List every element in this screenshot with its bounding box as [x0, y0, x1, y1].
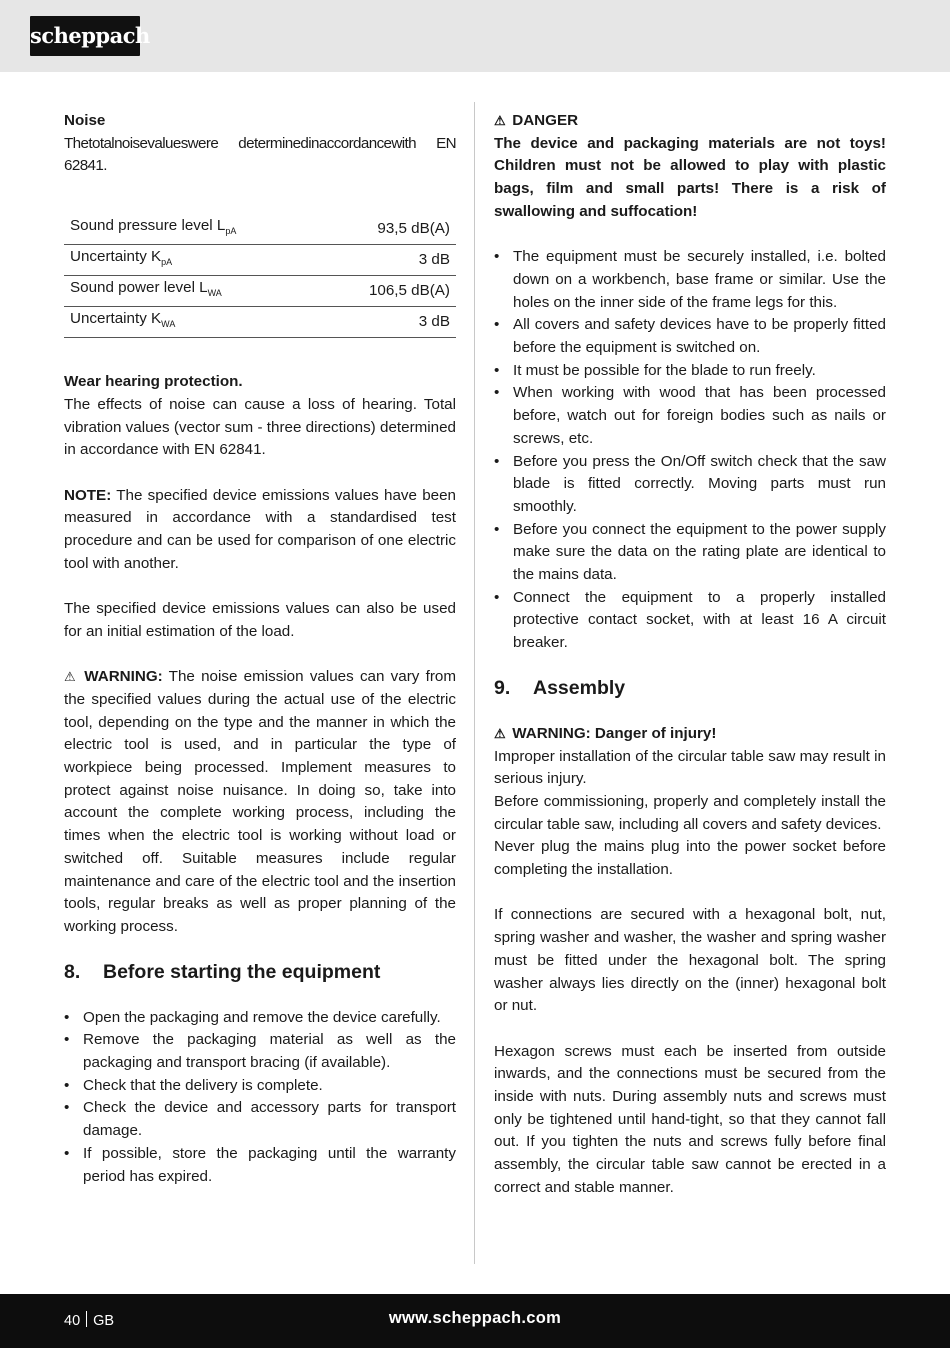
table-value-cell: 106,5 dB(A) [322, 276, 456, 307]
list-item: • Before you connect the equipment to the power supply make sure the data on the rating plate are identical to the mains data. [494, 519, 886, 587]
bolts-paragraph: If connections are secured with a hexagonal bolt, nut, spring washer and washer, the washer and spring washer must be fitted under the hexagonal bolt. The spring washer always lies directly on the (inner) hexagonal bolt or nut. [494, 906, 886, 1015]
list-item: • Open the packaging and remove the device carefully. [64, 1007, 456, 1030]
warning-triangle-icon: ⚠ [64, 669, 76, 685]
section-8-heading: 8. Before starting the equipment [64, 960, 381, 983]
table-row [64, 307, 456, 338]
assembly-warning-text: Before commissioning, properly and completely install the circular table saw, including all covers and safety devices. [494, 792, 886, 833]
note-paragraph [64, 485, 456, 576]
table-label-cell: Uncertainty $K_{WA}$ [64, 307, 322, 338]
column-divider [474, 102, 475, 1264]
page-number: 40 GB [64, 1313, 115, 1329]
list-item: • Check that the delivery is complete. [64, 1075, 456, 1098]
right-column [494, 110, 886, 1200]
list-item: • Check the device and accessory parts for transport damage. [64, 1097, 456, 1142]
table-label-cell: Uncertainty $K_{pA}$ [64, 245, 322, 276]
list-item: • Remove the packaging material as well as the packaging and transport bracing (if available). [64, 1029, 456, 1074]
warning-label: WARNING: [84, 668, 163, 686]
estimation-paragraph: The specified device emissions values can also be used for an initial estimation of the load. [64, 600, 456, 640]
safety-list [494, 246, 886, 655]
assembly-warning-text: Improper installation of the circular table saw may result in serious injury. [494, 747, 886, 788]
table-row [64, 276, 456, 307]
table-row [64, 245, 456, 276]
section-8-list [64, 1007, 456, 1189]
warning-text: The noise emission values can vary from the specified values during the actual use of the electric tool, depending on the type and the manner in which the electric tool is used, and in particular the type of workpiece being processed. Implement measures to protect against noise nuisance. In doing so, take into account the complete working process, including the times when the electric tool is working without load or switched off. Suitable measures include regular maintenance and care of the electric tool and the insertion tools, regular breaks as well as proper planning of the working process. [64, 668, 456, 935]
list-item: • The equipment must be securely installed, i.e. bolted down on a workbench, base frame or similar. Use the holes on the inner side of the frame legs for this. [494, 246, 886, 314]
noise-values-table [64, 214, 456, 338]
table-value-cell: 3 dB [322, 307, 456, 338]
hearing-protection-heading: Wear hearing protection. [64, 373, 243, 391]
brand-logo: scheppach [30, 16, 140, 56]
noise-intro: Thetotalnoisevalueswere determinedinaccordancewith EN 62841. [64, 134, 456, 175]
footer-url: www.scheppach.com [388, 1309, 562, 1327]
hearing-protection-text: The effects of noise can cause a loss of hearing. Total vibration values (vector sum - three directions) determined in accordance with EN 62841. [64, 395, 456, 459]
list-item: • Before you press the On/Off switch check that the saw blade is fitted correctly. Moving parts must run smoothly. [494, 451, 886, 519]
danger-text: The device and packaging materials are not toys! Children must not be allowed to play with plastic bags, film and small parts! There is a risk of swallowing and suffocation! [494, 134, 886, 220]
section-9-heading: 9. Assembly [494, 676, 626, 699]
assembly-warning-heading: ⚠ WARNING: Danger of injury! [494, 723, 886, 746]
danger-heading: ⚠ DANGER [494, 110, 886, 133]
note-text: The specified device emissions values have been measured in accordance with a standardised test procedure and can be used for comparison of one electric tool with another. [64, 486, 456, 572]
list-item: • Connect the equipment to a properly installed protective contact socket, with at least 16 A circuit breaker. [494, 587, 886, 655]
screws-paragraph: Hexagon screws must each be inserted from outside inwards, and the connections must be secured from the inside with nuts. During assembly nuts and screws must only be tightened until hand-tight, so that they cannot fall out. If you tighten the nuts and screws fully before final assembly, the circular table saw cannot be erected in a correct and stable manner. [494, 1042, 886, 1196]
list-item: • It must be possible for the blade to run freely. [494, 360, 886, 383]
table-label-cell: Sound power level $L_{WA}$ [64, 276, 322, 307]
footer-bar [0, 1294, 950, 1348]
table-value-cell: 93,5 dB(A) [322, 214, 456, 245]
table-label-cell: Sound pressure level $L_{pA}$ [64, 214, 322, 245]
table-value-cell: 3 dB [322, 245, 456, 276]
noise-heading: Noise [64, 112, 106, 129]
warning-triangle-icon: ⚠ [494, 113, 506, 128]
table-row [64, 214, 456, 245]
list-item: • When working with wood that has been processed before, watch out for foreign bodies such as nails or screws, etc. [494, 382, 886, 450]
warning-triangle-icon: ⚠ [494, 725, 506, 741]
list-item: • If possible, store the packaging until the warranty period has expired. [64, 1143, 456, 1188]
note-label: NOTE: [64, 486, 112, 504]
list-item: • All covers and safety devices have to be properly fitted before the equipment is switched on. [494, 314, 886, 359]
assembly-warning-text: Never plug the mains plug into the power socket before completing the installation. [494, 838, 886, 879]
left-column [64, 110, 456, 1188]
warning-paragraph [64, 666, 456, 938]
